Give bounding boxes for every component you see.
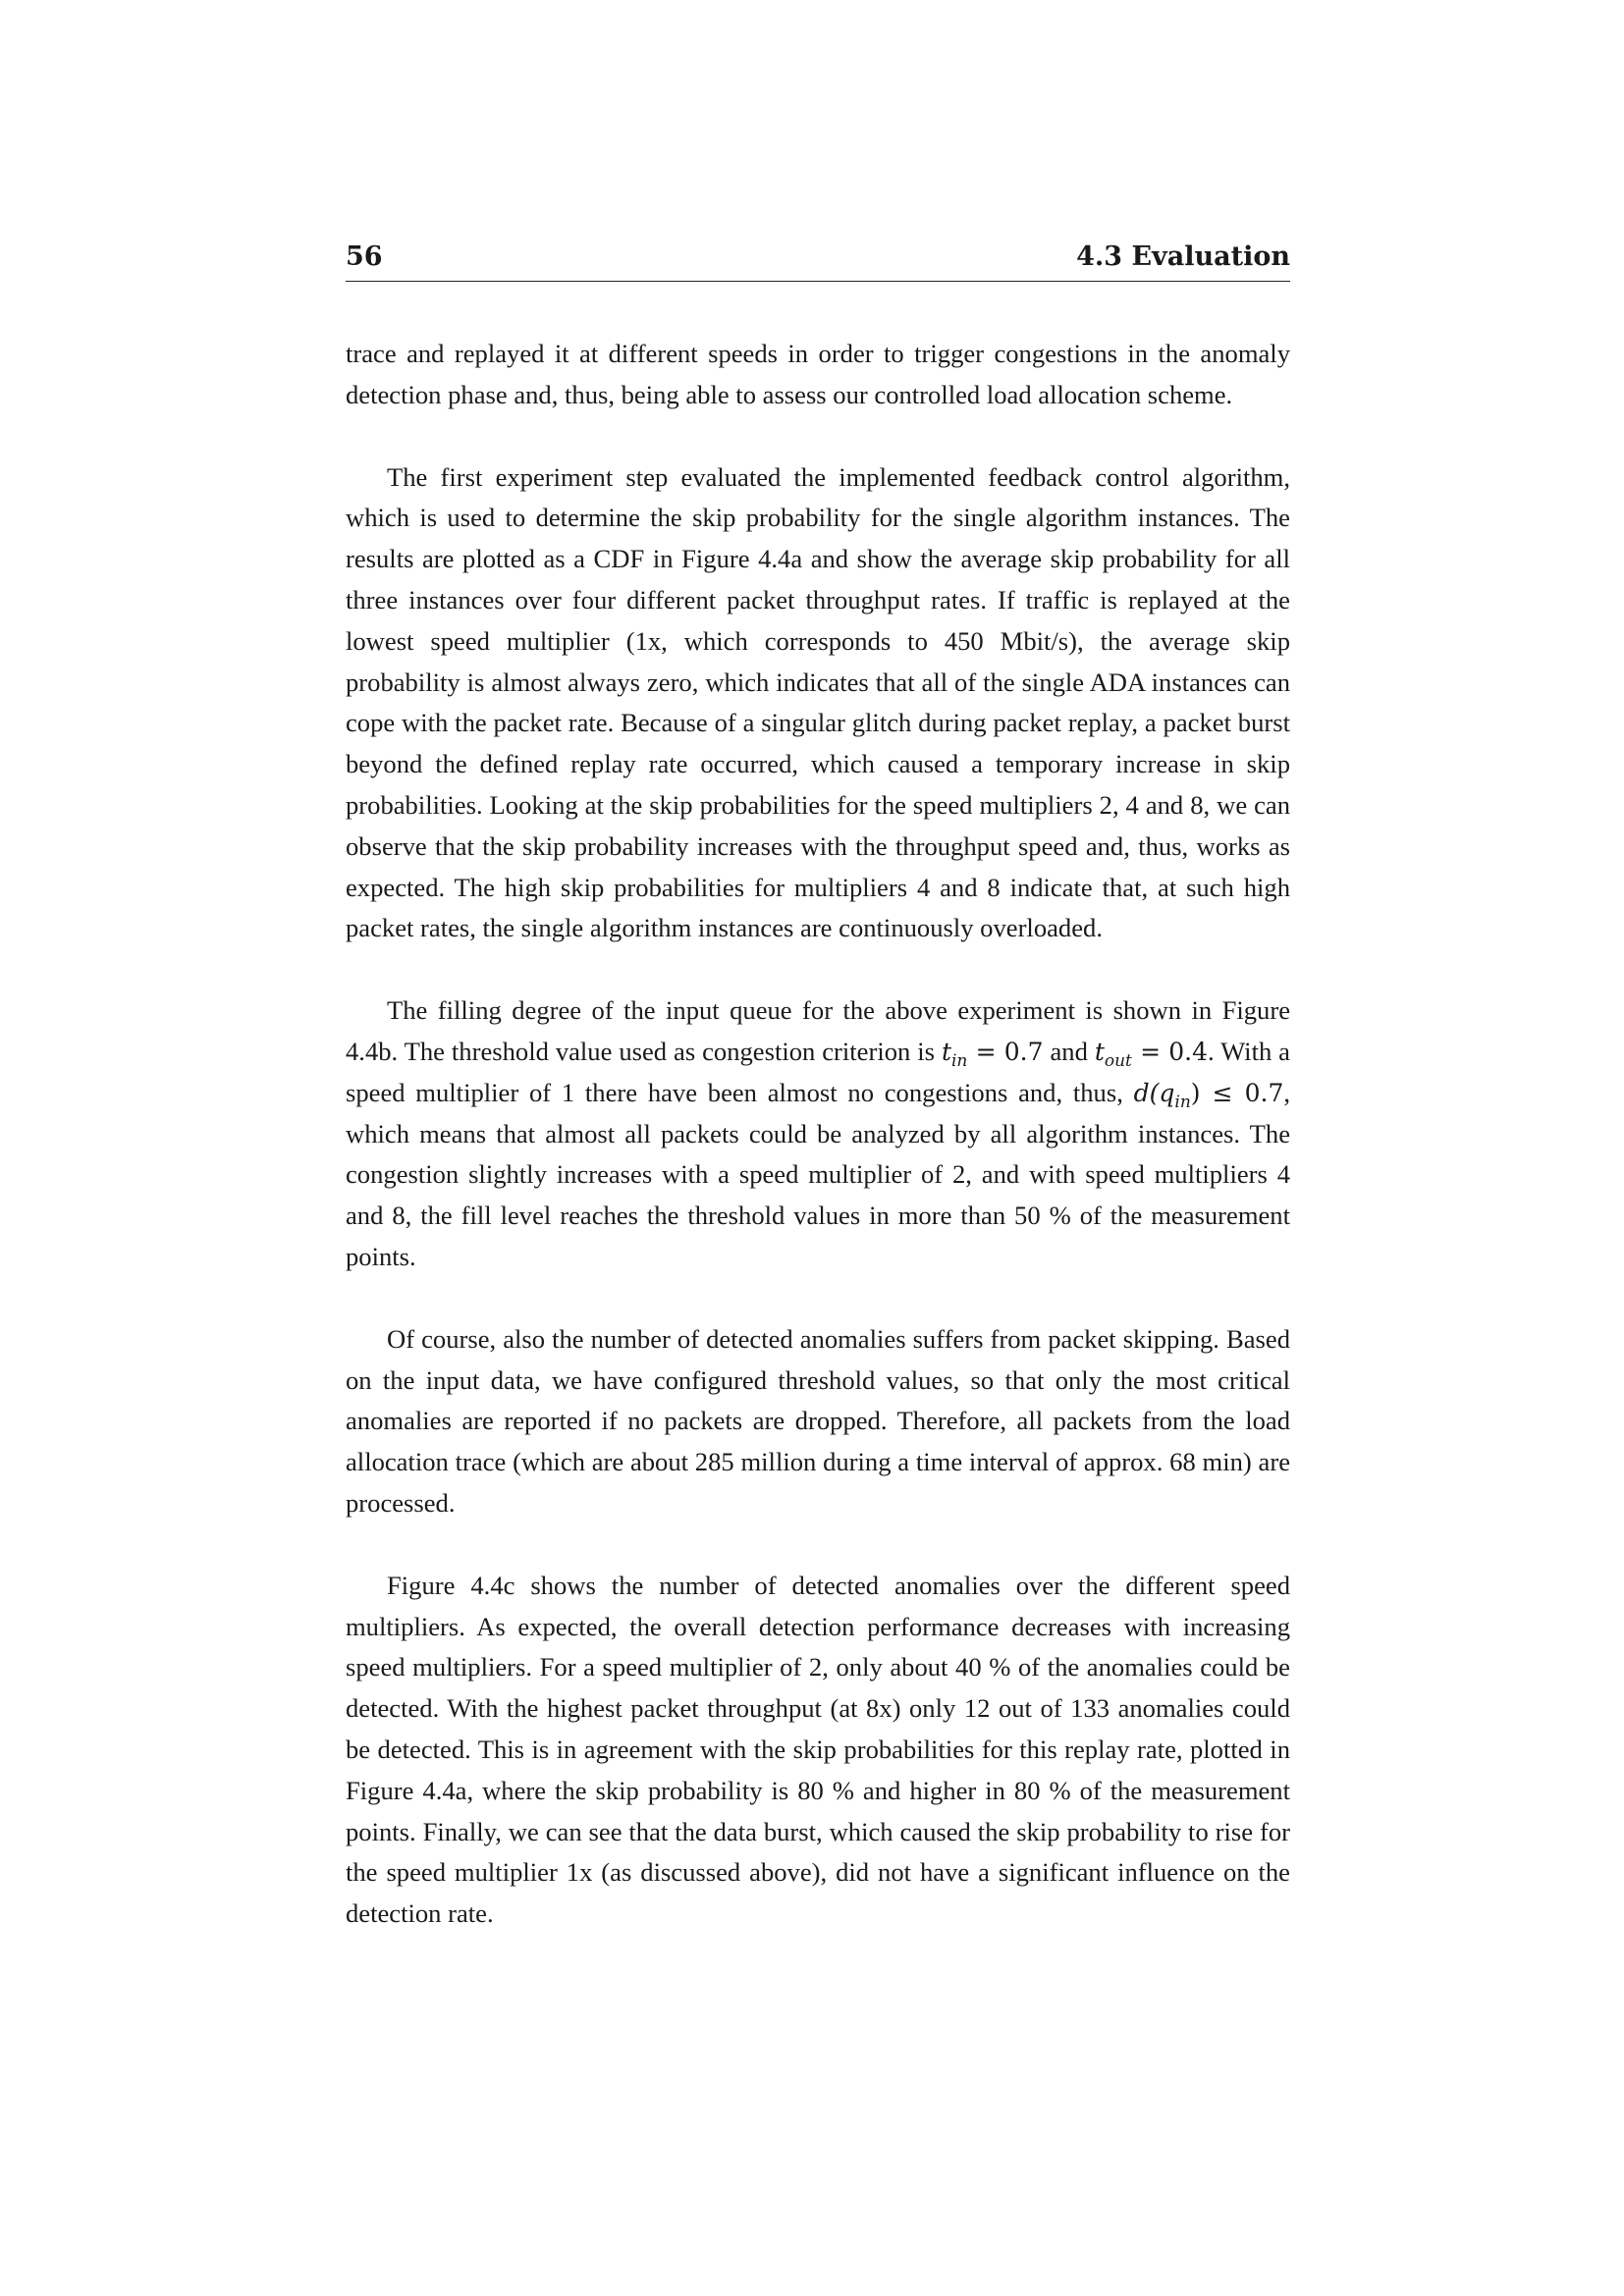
text-segment: and — [1043, 1036, 1095, 1066]
paragraph-input-queue — [346, 990, 1290, 1278]
paragraph-continuation: trace and replayed it at different speeds in order to trigger congestions in the anomaly detection phase and, thus, being able to assess our controlled load allocation scheme. — [346, 339, 1290, 409]
paragraph-detected-anomalies: Of course, also the number of detected anomalies suffers from packet skipping. Based on the input data, we have configured threshold values, so that only the most critical anomalies are reported if no packets are dropped. Therefore, all packets from the load allocation trace (which are about 285 million during a time interval of approx. 68 min) are processed. — [346, 1323, 1290, 1518]
running-header — [346, 240, 1290, 282]
math-t-out: $t_{out} = 0.4$ — [1094, 1037, 1209, 1071]
math-d-q-in: $d(q_{in}) \le 0.7$ — [1133, 1078, 1284, 1112]
text-segment: . With a speed multiplier of 1 there have been almost no congestions and, thus, — [346, 1036, 1290, 1107]
text-segment: , which means that almost all packets could be analyzed by all algorithm instances. The congestion slightly increases with a speed multiplier of 2, and with speed multipliers 4 and 8, the fill level reaches the threshold values in more than 50 % of the measurement points. — [346, 1077, 1291, 1271]
section-title: 4.3 Evaluation — [1076, 241, 1290, 272]
math-t-in: $t_{in} = 0.7$ — [941, 1037, 1044, 1071]
paragraph-skip-probability: The first experiment step evaluated the implemented feedback control algorithm, which is used to determine the skip probability for the single algorithm instances. The results are plotted as a CDF in Figure 4.4a and show the average skip probability for all three instances over four different packet throughput rates. If traffic is replayed at the lowest speed multiplier (1x, which corresponds to 450 Mbit/s), the average skip probability is almost always zero, which indicates that all of the single ADA instances can cope with the packet rate. Because of a singular glitch during packet replay, a packet burst beyond the defined replay rate occurred, which caused a temporary increase in skip probabilities. Looking at the skip probabilities for the speed multipliers 2, 4 and 8, we can observe that the skip probability increases with the throughput speed and, thus, works as expected. The high skip probabilities for multipliers 4 and 8 indicate that, at such high packet rates, the single algorithm instances are continuously overloaded. — [346, 461, 1290, 943]
paragraph-detection-performance: Figure 4.4c shows the number of detected anomalies over the different speed multipliers. As expected, the overall detection performance decreases with increasing speed multipliers. For a speed multiplier of 2, only about 40 % of the anomalies could be detected. With the highest packet throughput (at 8x) only 12 out of 133 anomalies could be detected. This is in agreement with the skip probabilities for this replay rate, plotted in Figure 4.4a, where the skip probability is 80 % and higher in 80 % of the measurement points. Finally, we can see that the data burst, which caused the skip probability to rise for the speed multiplier 1x (as discussed above), did not have a significant influence on the detection rate. — [346, 1570, 1290, 1929]
body-text — [346, 334, 1290, 1976]
page-number: 56 — [346, 241, 383, 272]
text-segment: The filling degree of the input queue for the above experiment is shown in Figure 4.4b. The threshold value used as congestion criterion is — [346, 995, 1290, 1066]
